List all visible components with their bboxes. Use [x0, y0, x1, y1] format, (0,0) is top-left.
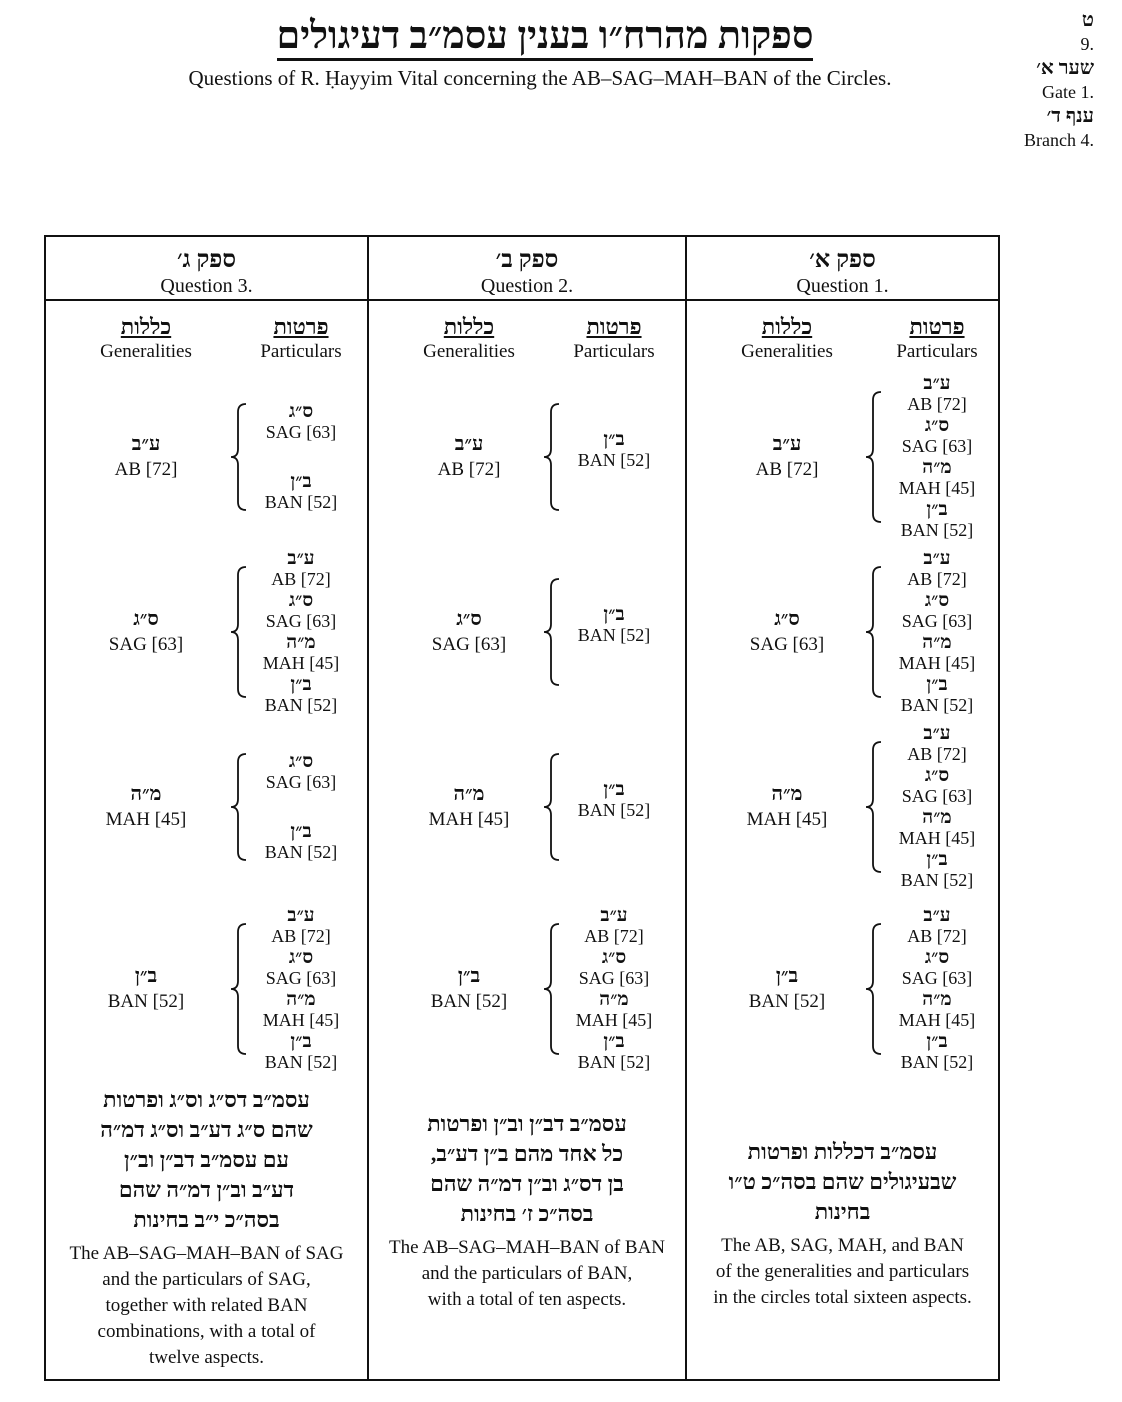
particular-heb: ס״ג	[924, 590, 950, 611]
summary-english-line: with a total of ten aspects.	[427, 1289, 627, 1310]
particular-en: SAG [63]	[901, 968, 973, 988]
generality-heb: מ״ה	[453, 783, 485, 805]
particulars-list	[236, 905, 366, 1073]
particular-en: BAN [52]	[577, 1052, 651, 1072]
generality-en: SAG [63]	[431, 634, 507, 655]
generality-heb: ס״ג	[456, 608, 482, 630]
ref-gate-en: Gate 1.	[1042, 82, 1094, 102]
particular-heb: ע״ב	[287, 905, 315, 926]
generalities-label-heb: כללות	[761, 314, 813, 339]
particular-en: MAH [45]	[898, 1010, 976, 1030]
particular-en: MAH [45]	[898, 828, 976, 848]
particulars-list	[236, 548, 366, 716]
summary-hebrew-line: בסה״כ ז׳ בחינות	[460, 1201, 594, 1226]
summary-hebrew-line: בסה״כ י״ב בחינות	[133, 1207, 280, 1232]
generalities-label-en: Generalities	[423, 341, 515, 362]
summary-hebrew	[377, 1109, 677, 1229]
particular-heb: מ״ה	[286, 989, 316, 1010]
particulars-list	[549, 429, 679, 471]
generality-heb: ב״ן	[457, 965, 481, 987]
ref-letter-num: 9.	[1080, 34, 1094, 54]
particular-item	[236, 989, 366, 1031]
summary-hebrew	[695, 1137, 990, 1227]
particulars-label-heb: פרטות	[909, 314, 965, 339]
ref-branch-en: Branch 4.	[1024, 130, 1094, 150]
particular-heb: ע״ב	[923, 723, 951, 744]
generalities-label	[71, 313, 221, 363]
particular-item	[549, 779, 679, 821]
particular-heb: ס״ג	[288, 751, 314, 772]
summary-hebrew-line: עסמ״ב דכללות ופרטות	[747, 1139, 938, 1164]
particular-en: BAN [52]	[577, 800, 651, 820]
particular-item	[236, 632, 366, 674]
particular-en: AB [72]	[584, 926, 644, 946]
curly-brace	[541, 402, 563, 512]
generality-en: SAG [63]	[108, 634, 184, 655]
generalities-label-heb: כללות	[120, 314, 172, 339]
particular-heb: ע״ב	[287, 548, 315, 569]
particular-item	[236, 821, 366, 863]
particular-heb: ע״ב	[923, 548, 951, 569]
particular-item	[549, 604, 679, 646]
generality-heb: ס״ג	[774, 608, 800, 630]
summary-english-line: in the circles total sixteen aspects.	[713, 1287, 972, 1308]
summary-english-line: combinations, with a total of	[97, 1321, 316, 1342]
particular-en: SAG [63]	[265, 772, 337, 792]
particular-item	[872, 457, 1002, 499]
particulars-list	[872, 723, 1002, 891]
summary-hebrew-line: שהם ס״ג דע״ב וס״ג דמ״ה	[100, 1117, 313, 1142]
particular-en: SAG [63]	[901, 786, 973, 806]
generality-heb: ב״ן	[775, 965, 799, 987]
summary-hebrew-line: דע״ב וב״ן דמ״ה שהם	[118, 1177, 295, 1202]
curly-brace	[228, 402, 250, 512]
particulars-list	[549, 604, 679, 646]
page-title: ספקות מהרח״ו בענין עסמ״ב דעיגולים	[230, 14, 860, 58]
generality-en: BAN [52]	[430, 991, 508, 1012]
particular-heb: ב״ן	[290, 471, 312, 492]
particular-en: MAH [45]	[898, 478, 976, 498]
particulars-list	[549, 905, 679, 1073]
particular-item	[236, 1031, 366, 1073]
particular-item	[872, 548, 1002, 590]
generalities-label-en: Generalities	[741, 341, 833, 362]
generality-en: AB [72]	[437, 459, 501, 480]
summary-hebrew-line: בן דס״ג וב״ן דמ״ה שהם	[430, 1171, 624, 1196]
particular-heb: ב״ן	[290, 821, 312, 842]
particular-en: BAN [52]	[264, 695, 338, 715]
question-1-column	[687, 237, 998, 1379]
generality-en: SAG [63]	[749, 634, 825, 655]
question-title-heb: ספק א׳	[809, 247, 876, 273]
ref-gate-heb: שער א׳	[1036, 57, 1094, 79]
question-title-heb: ספק ב׳	[495, 247, 559, 273]
generality-en: MAH [45]	[105, 809, 187, 830]
particular-en: AB [72]	[907, 744, 967, 764]
summary-english-line: twelve aspects.	[148, 1347, 264, 1368]
particular-item	[549, 1031, 679, 1073]
particular-heb: ע״ב	[923, 905, 951, 926]
particular-item	[236, 947, 366, 989]
particular-heb: ב״ן	[926, 849, 948, 870]
particular-item	[872, 989, 1002, 1031]
summary-english-line: and the particulars of SAG,	[102, 1269, 311, 1290]
particular-en: BAN [52]	[577, 450, 651, 470]
page-subtitle: Questions of R. Ḥayyim Vital concerning the AB–SAG–MAH–BAN of the Circles.	[188, 66, 892, 90]
particulars-label-en: Particulars	[896, 341, 978, 362]
particulars-label-heb: פרטות	[273, 314, 329, 339]
particular-en: BAN [52]	[264, 842, 338, 862]
generality-heb: ס״ג	[133, 608, 159, 630]
particular-heb: ס״ג	[924, 947, 950, 968]
particulars-list	[236, 751, 366, 863]
summary-hebrew-line: עסמ״ב דב״ן וב״ן ופרטות	[427, 1111, 627, 1136]
particular-heb: מ״ה	[922, 989, 952, 1010]
particular-en: AB [72]	[907, 569, 967, 589]
summary-english-line: The AB, SAG, MAH, and BAN	[721, 1235, 964, 1256]
particular-en: AB [72]	[271, 569, 331, 589]
particular-heb: מ״ה	[922, 632, 952, 653]
question-title-heb: ספק ג׳	[176, 247, 236, 273]
generality-item	[399, 431, 539, 483]
particular-heb: ס״ג	[288, 401, 314, 422]
generality-item	[399, 781, 539, 833]
particular-en: SAG [63]	[265, 422, 337, 442]
particular-heb: ב״ן	[603, 1031, 625, 1052]
particular-item	[236, 401, 366, 443]
particulars-list	[236, 401, 366, 513]
particulars-label-en: Particulars	[260, 341, 342, 362]
particular-heb: ס״ג	[601, 947, 627, 968]
reference-block	[954, 8, 1094, 152]
generality-item	[717, 606, 857, 658]
question-header	[687, 237, 998, 301]
question-header	[46, 237, 367, 301]
summary-hebrew-line: עם עסמ״ב דב״ן וב״ן	[124, 1147, 289, 1172]
particulars-label-heb: פרטות	[586, 314, 642, 339]
questions-table	[44, 235, 1000, 1381]
ref-letter-heb: ט	[1081, 9, 1094, 31]
particular-heb: ס״ג	[288, 947, 314, 968]
generality-en: AB [72]	[114, 459, 178, 480]
question-title-en: Question 3.	[160, 275, 253, 297]
particular-en: BAN [52]	[900, 520, 974, 540]
generality-item	[399, 606, 539, 658]
particulars-list	[549, 779, 679, 821]
particular-item	[872, 905, 1002, 947]
generality-en: BAN [52]	[107, 991, 185, 1012]
particular-en: MAH [45]	[262, 653, 340, 673]
particular-heb: ב״ן	[290, 1031, 312, 1052]
particular-item	[872, 723, 1002, 765]
particular-heb: ב״ן	[603, 604, 625, 625]
question-3-column	[46, 237, 369, 1379]
summary-english-line: The AB–SAG–MAH–BAN of SAG	[69, 1243, 344, 1264]
particulars-label	[539, 313, 689, 363]
summary-hebrew-line: עסמ״ב דס״ג וס״ג ופרטות	[103, 1087, 310, 1112]
particular-item	[236, 590, 366, 632]
curly-brace	[863, 390, 885, 524]
particular-heb: מ״ה	[599, 989, 629, 1010]
generality-heb: ע״ב	[131, 433, 161, 455]
particular-en: SAG [63]	[901, 436, 973, 456]
particular-en: BAN [52]	[264, 492, 338, 512]
curly-brace	[541, 752, 563, 862]
particular-en: SAG [63]	[265, 968, 337, 988]
generality-item	[399, 963, 539, 1015]
particular-item	[236, 905, 366, 947]
generality-en: MAH [45]	[746, 809, 828, 830]
particular-en: MAH [45]	[262, 1010, 340, 1030]
particular-en: BAN [52]	[900, 695, 974, 715]
particular-item	[236, 471, 366, 513]
summary-hebrew-line: שבעיגולים שהם בסה״כ ט״ו	[728, 1169, 957, 1194]
particular-en: BAN [52]	[264, 1052, 338, 1072]
generalities-label-heb: כללות	[443, 314, 495, 339]
particular-en: BAN [52]	[900, 870, 974, 890]
curly-brace	[863, 740, 885, 874]
summary-english	[695, 1233, 990, 1311]
particular-heb: ב״ן	[926, 499, 948, 520]
question-2-column	[369, 237, 687, 1379]
particular-en: AB [72]	[271, 926, 331, 946]
particular-item	[872, 632, 1002, 674]
generality-item	[76, 606, 216, 658]
generalities-label-en: Generalities	[100, 341, 192, 362]
curly-brace	[863, 922, 885, 1056]
curly-brace	[541, 577, 563, 687]
particular-en: AB [72]	[907, 394, 967, 414]
generality-item	[76, 963, 216, 1015]
particular-item	[872, 1031, 1002, 1073]
generality-item	[717, 963, 857, 1015]
generalities-label	[394, 313, 544, 363]
generality-heb: ע״ב	[772, 433, 802, 455]
particular-heb: ס״ג	[924, 765, 950, 786]
particulars-list	[872, 373, 1002, 541]
particular-item	[236, 548, 366, 590]
summary-english-line: and the particulars of BAN,	[421, 1263, 633, 1284]
generality-en: BAN [52]	[748, 991, 826, 1012]
particular-item	[872, 373, 1002, 415]
summary-block	[54, 1085, 359, 1371]
particular-heb: ע״ב	[923, 373, 951, 394]
question-title-en: Question 1.	[796, 275, 889, 297]
particular-heb: מ״ה	[286, 632, 316, 653]
particular-item	[549, 989, 679, 1031]
particulars-label	[862, 313, 1012, 363]
summary-english-line: The AB–SAG–MAH–BAN of BAN	[388, 1237, 666, 1258]
generality-en: MAH [45]	[428, 809, 510, 830]
particular-en: SAG [63]	[578, 968, 650, 988]
particular-item	[236, 674, 366, 716]
particular-item	[549, 905, 679, 947]
generality-item	[76, 431, 216, 483]
particular-heb: ב״ן	[603, 429, 625, 450]
curly-brace	[541, 922, 563, 1056]
particulars-list	[872, 905, 1002, 1073]
particular-en: MAH [45]	[575, 1010, 653, 1030]
particular-en: BAN [52]	[900, 1052, 974, 1072]
generality-heb: מ״ה	[771, 783, 803, 805]
particular-en: BAN [52]	[577, 625, 651, 645]
summary-hebrew-line: בחינות	[814, 1199, 871, 1224]
summary-english	[54, 1241, 359, 1371]
particular-item	[872, 674, 1002, 716]
curly-brace	[228, 922, 250, 1056]
particulars-label	[226, 313, 376, 363]
particular-item	[872, 765, 1002, 807]
particular-item	[872, 807, 1002, 849]
question-header	[369, 237, 685, 301]
summary-english	[377, 1235, 677, 1313]
generality-item	[717, 781, 857, 833]
particular-item	[872, 415, 1002, 457]
generality-en: AB [72]	[755, 459, 819, 480]
generality-heb: מ״ה	[130, 783, 162, 805]
summary-english-line: together with related BAN	[105, 1295, 308, 1316]
particular-en: MAH [45]	[898, 653, 976, 673]
generalities-label	[712, 313, 862, 363]
particulars-list	[872, 548, 1002, 716]
curly-brace	[863, 565, 885, 699]
generality-heb: ע״ב	[454, 433, 484, 455]
summary-block	[377, 1109, 677, 1313]
particular-en: SAG [63]	[901, 611, 973, 631]
curly-brace	[228, 565, 250, 699]
particular-heb: ב״ן	[926, 674, 948, 695]
ref-branch-heb: ענף ד׳	[1046, 105, 1094, 127]
particular-heb: ב״ן	[290, 674, 312, 695]
generality-item	[717, 431, 857, 483]
particular-heb: ע״ב	[600, 905, 628, 926]
particular-heb: ב״ן	[926, 1031, 948, 1052]
question-title-en: Question 2.	[480, 275, 574, 297]
particulars-label-en: Particulars	[573, 341, 655, 362]
particular-item	[549, 429, 679, 471]
particular-item	[872, 947, 1002, 989]
particular-item	[872, 590, 1002, 632]
particular-en: SAG [63]	[265, 611, 337, 631]
particular-item	[872, 849, 1002, 891]
curly-brace	[228, 752, 250, 862]
summary-english-line: of the generalities and particulars	[715, 1261, 970, 1282]
particular-item	[236, 751, 366, 793]
particular-heb: ס״ג	[288, 590, 314, 611]
particular-heb: מ״ה	[922, 457, 952, 478]
particular-en: AB [72]	[907, 926, 967, 946]
summary-hebrew	[54, 1085, 359, 1235]
particular-item	[549, 947, 679, 989]
summary-block	[695, 1137, 990, 1311]
generality-item	[76, 781, 216, 833]
generality-heb: ב״ן	[134, 965, 158, 987]
particular-heb: ב״ן	[603, 779, 625, 800]
particular-heb: ס״ג	[924, 415, 950, 436]
particular-heb: מ״ה	[922, 807, 952, 828]
particular-item	[872, 499, 1002, 541]
summary-hebrew-line: כל אחד מהם ב״ן דע״ב,	[430, 1141, 624, 1166]
